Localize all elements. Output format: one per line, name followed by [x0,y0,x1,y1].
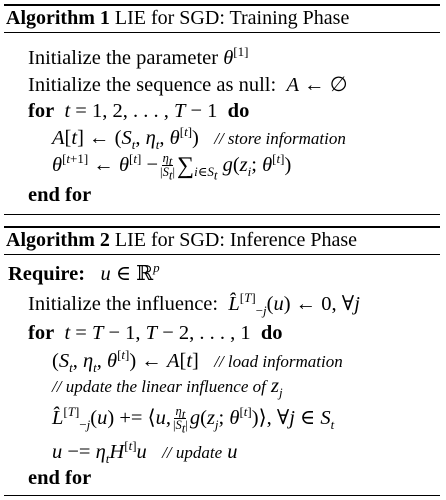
algo1-init-seq-text: Initialize the sequence as null: [28,74,277,96]
algo1-title: LIE for SGD: Training Phase [114,7,350,29]
algo2-update-u-comment: // update [162,443,223,462]
algo1-store-math: A[t] ← ($S_t$, $\eta_t$, θ[t]) [52,124,210,153]
algo2-label: Algorithm 2 [6,229,110,251]
algo1-line-store [52,126,346,151]
algo2-init-text: Initialize the influence: [28,293,219,315]
algo1-init-seq-math: A ← ∅ [286,74,348,96]
algo2-end-for-keyword: end for [28,467,92,489]
algo2-line-load [52,349,343,374]
algo2-top-rule [4,226,440,228]
algo1-store-comment: // store information [214,129,346,148]
algo2-update-comment-math: $z_j$ [271,375,283,401]
algo2-init-math: $L̂[T]_{-j}(u)$ ← 0, ∀j [228,290,360,319]
algo2-caption [6,229,357,251]
algo1-bottom-rule [4,214,440,215]
algo1-end-for-keyword: end for [28,184,92,206]
algo2-line-for [28,321,283,345]
algo2-line-update-u [52,440,238,465]
algo2-update-u-math: $u -= \eta_tH[t]u$ [52,438,147,467]
algo2-load-comment: // load information [214,352,343,371]
algo1-line-init-seq [28,73,348,97]
algo1-for-keyword: for [28,100,55,122]
algo2-line-update-comment [52,374,283,399]
algo2-caption-rule [4,254,440,255]
algo2-line-require [8,262,160,286]
algo1-init-param-math: θ[1] [223,44,249,69]
algo1-caption [6,7,349,29]
algo1-line-update [52,150,292,183]
algo2-update-comment: // update the linear influence of [52,377,266,396]
algo2-require-math: u ∈ ℝ$^p$ [100,260,160,285]
algo1-init-param-text: Initialize the parameter [28,47,219,69]
algo2-for-keyword: for [28,322,55,344]
algo2-do-keyword: do [260,322,283,344]
algo2-title: LIE for SGD: Inference Phase [114,229,358,251]
algo2-line-init [28,290,360,319]
algo2-line-end-for [28,466,91,490]
algo2-require-keyword: Require: [8,263,86,285]
algo1-top-rule [4,4,440,6]
algo1-do-keyword: do [227,100,250,122]
algo2-load-math: ($S_t$, $\eta_t$, θ[t]) ← A[t] [52,347,210,376]
algo2-update-math: $L̂[T]_{-j}(u)$ += ⟨u, $\frac{\eta_t}{|S_t|}$ $g(z_j$; θ[t])⟩, ∀j ∈ $S_t$ [52,404,335,436]
algo1-update-math: θ[t+1] ← θ[t] − $\frac{\eta_t}{|S_t|}$ $\sum_{i\in S_t}$ $g(z_i$; θ[t]) [52,150,292,183]
algo1-caption-rule [4,32,440,33]
algo1-label: Algorithm 1 [6,7,110,29]
algo1-line-for [28,99,249,123]
algo2-for-range: t = T − 1, T − 2, . . . , 1 [64,322,256,344]
algo2-bottom-rule [4,495,440,496]
algo2-update-u-var: u [227,441,238,463]
algo1-for-range: t = 1, 2, . . . , T − 1 [64,100,223,122]
algo2-line-update [52,404,335,436]
algo1-line-end-for [28,183,91,207]
algo1-line-init-param [28,46,248,70]
